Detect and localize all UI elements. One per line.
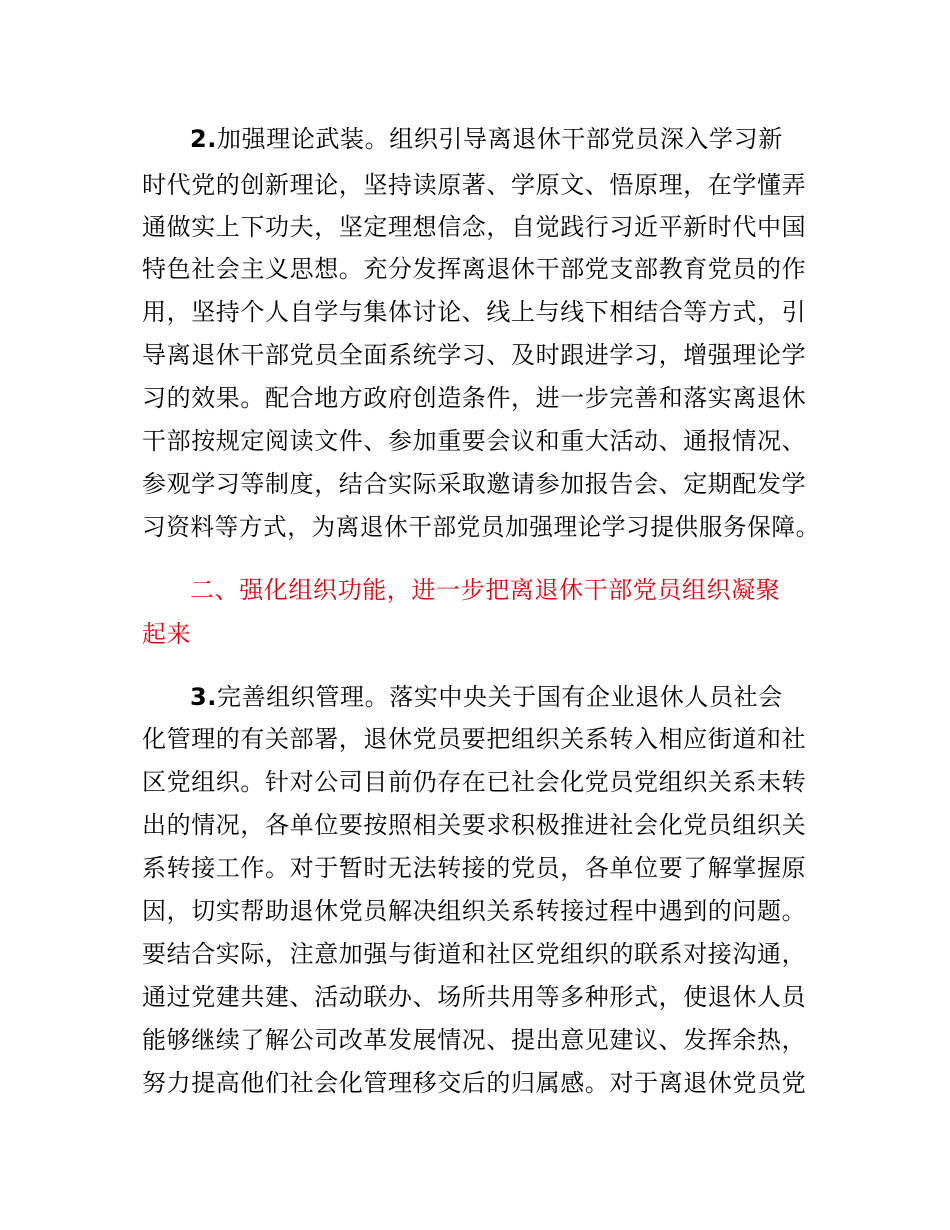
paragraph-line (190, 119, 783, 159)
paragraph-line: 通过党建共建、活动联办、场所共用等多种形式，使退休人员 (142, 983, 807, 1011)
paragraph-line: 习的效果。配合地方政府创造条件，进一步完善和落实离退休 (142, 384, 807, 412)
paragraph-line: 要结合实际，注意加强与街道和社区党组织的联系对接沟通， (142, 940, 807, 968)
paragraph-line (190, 677, 783, 717)
paragraph-line: 干部按规定阅读文件、参加重要会议和重大活动、通报情况、 (142, 427, 807, 455)
section-heading-continued: 起来 (142, 620, 192, 648)
section-number: 3. (190, 683, 218, 711)
paragraph-text: 完善组织管理。落实中央关于国有企业退休人员社会 (217, 683, 783, 711)
paragraph-line: 出的情况，各单位要按照相关要求积极推进社会化党员组织关 (142, 811, 807, 839)
section-heading: 二、强化组织功能，进一步把离退休干部党员组织凝聚 (190, 576, 781, 604)
paragraph-line: 特色社会主义思想。充分发挥离退休干部党支部教育党员的作 (142, 255, 807, 283)
paragraph-text: 加强理论武装。组织引导离退休干部党员深入学习新 (217, 125, 783, 153)
paragraph-line: 用，坚持个人自学与集体讨论、线上与线下相结合等方式，引 (142, 298, 807, 326)
paragraph-line: 能够继续了解公司改革发展情况、提出意见建议、发挥余热， (142, 1026, 807, 1054)
paragraph-line: 因，切实帮助退休党员解决组织关系转接过程中遇到的问题。 (142, 897, 807, 925)
paragraph-line: 系转接工作。对于暂时无法转接的党员，各单位要了解掌握原 (142, 854, 807, 882)
paragraph-line: 区党组织。针对公司目前仍存在已社会化党员党组织关系未转 (142, 768, 807, 796)
section-number: 2. (190, 125, 218, 153)
paragraph-line: 化管理的有关部署，退休党员要把组织关系转入相应街道和社 (142, 725, 807, 753)
paragraph-line: 导离退休干部党员全面系统学习、及时跟进学习，增强理论学 (142, 341, 807, 369)
paragraph-line: 习资料等方式，为离退休干部党员加强理论学习提供服务保障。 (142, 513, 820, 541)
paragraph-line: 努力提高他们社会化管理移交后的归属感。对于离退休党员党 (142, 1069, 807, 1097)
paragraph-line: 参观学习等制度，结合实际采取邀请参加报告会、定期配发学 (142, 470, 807, 498)
paragraph-line: 时代党的创新理论，坚持读原著、学原文、悟原理，在学懂弄 (142, 171, 807, 199)
paragraph-line: 通做实上下功夫，坚定理想信念，自觉践行习近平新时代中国 (142, 213, 807, 241)
